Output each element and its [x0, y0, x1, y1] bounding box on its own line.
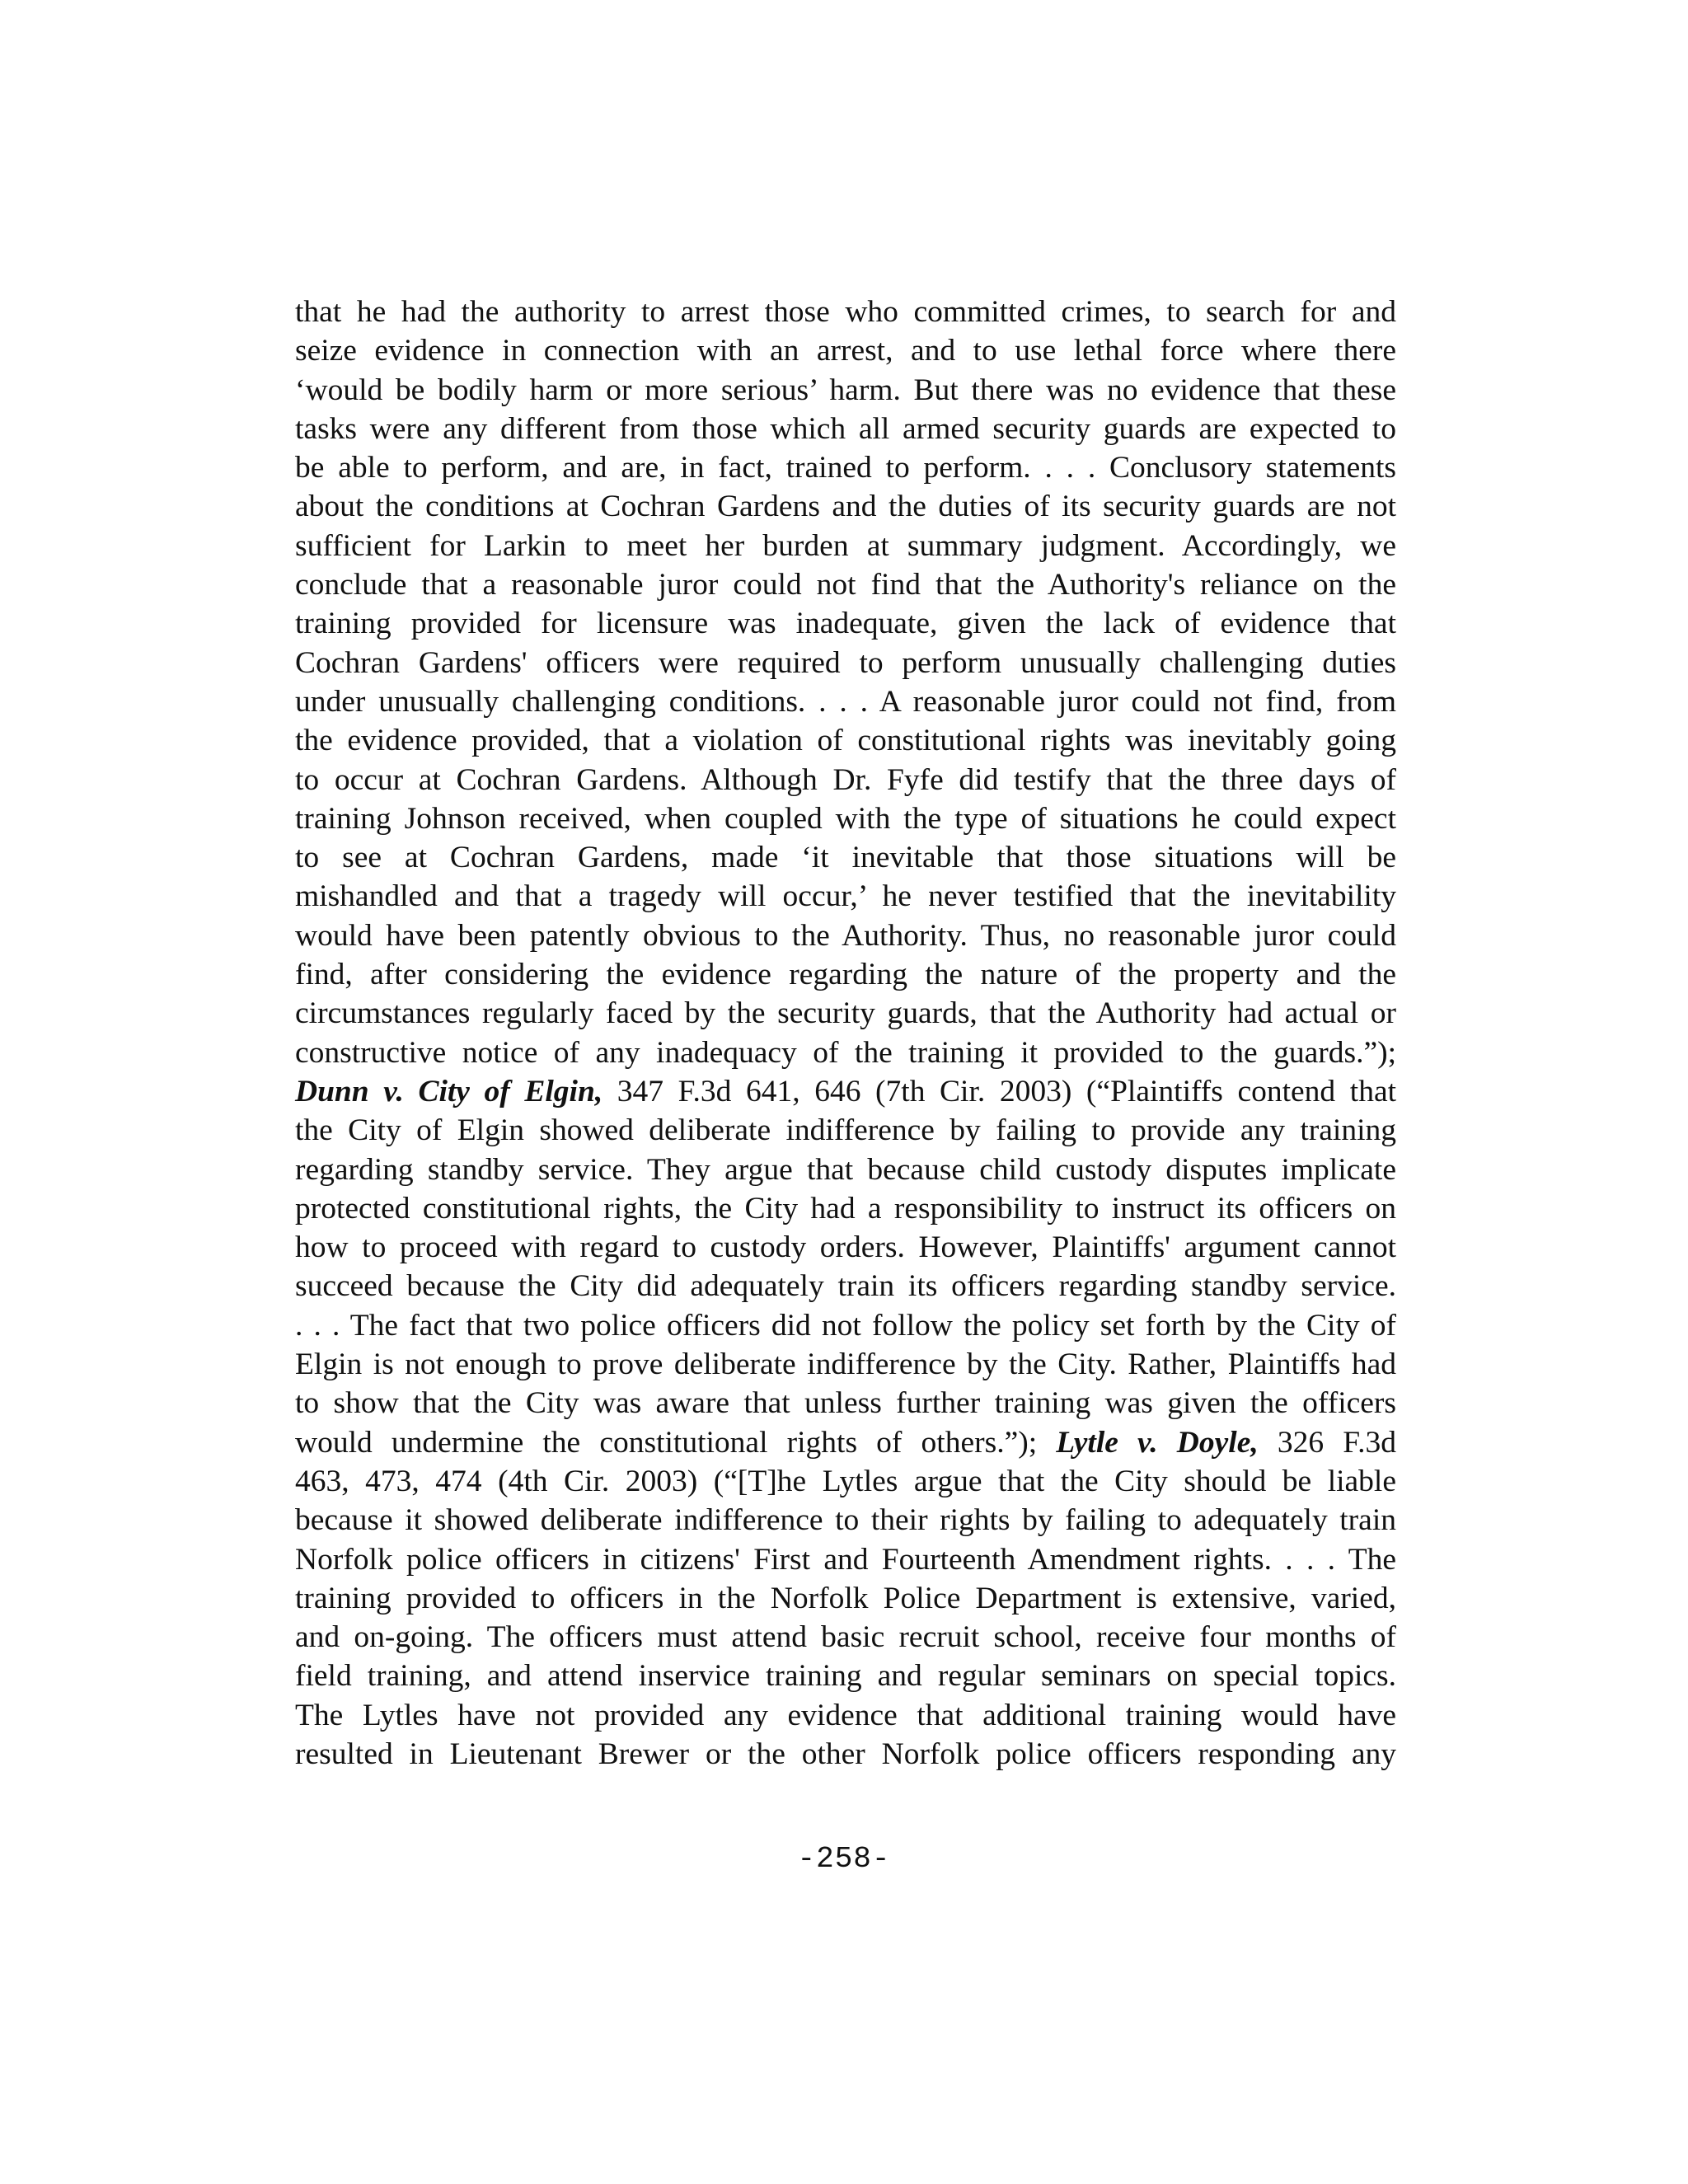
text-line: to occur at Cochran Gardens. Although Dr. Fyfe did testify that the three days of — [295, 762, 1396, 797]
text-line: mishandled and that a tragedy will occur,’ he never testified that the inevitability — [295, 879, 1396, 914]
text-line: because it showed deliberate indifference to their rights by failing to adequately train — [295, 1503, 1396, 1538]
text-line: training Johnson received, when coupled with the type of situations he could expect — [295, 801, 1396, 836]
text-line: field training, and attend inservice training and regular seminars on special topics. — [295, 1659, 1396, 1694]
text-line: to see at Cochran Gardens, made ‘it inevitable that those situations will be — [295, 841, 1396, 875]
text-line: resulted in Lieutenant Brewer or the other Norfolk police officers responding any — [295, 1736, 1396, 1771]
text-line: to show that the City was aware that unless further training was given the officers — [295, 1386, 1396, 1421]
case-name-lytle: Lytle v. Doyle, — [1056, 1425, 1259, 1460]
citation-dunn: 347 F.3d 641, 646 (7th Cir. 2003) (“Plaintiffs contend that — [603, 1074, 1397, 1108]
text-line: protected constitutional rights, the City had a responsibility to instruct its officers on — [295, 1191, 1396, 1226]
text-line: sufficient for Larkin to meet her burden at summary judgment. Accordingly, we — [295, 528, 1396, 563]
text-line-dunn-citation — [295, 1072, 1396, 1111]
text-line: how to proceed with regard to custody orders. However, Plaintiffs' argument cannot — [295, 1230, 1396, 1265]
text-line: training provided for licensure was inadequate, given the lack of evidence that — [295, 607, 1396, 641]
text-line: Elgin is not enough to prove deliberate indifference by the City. Rather, Plaintiffs had — [295, 1347, 1396, 1382]
text-line-lytle-citation — [295, 1423, 1396, 1462]
text-line: the City of Elgin showed deliberate indifference by failing to provide any training — [295, 1113, 1396, 1148]
text-line: 463, 473, 474 (4th Cir. 2003) (“[T]he Lytles argue that the City should be liable — [295, 1464, 1396, 1498]
text-line: conclude that a reasonable juror could not find that the Authority's reliance on the — [295, 568, 1396, 602]
text-line: succeed because the City did adequately train its officers regarding standby service. — [295, 1269, 1396, 1304]
text-line: and on-going. The officers must attend basic recruit school, receive four months of — [295, 1620, 1396, 1655]
text-line: The Lytles have not provided any evidence that additional training would have — [295, 1698, 1396, 1732]
text-line: ‘would be bodily harm or more serious’ harm. But there was no evidence that these — [295, 373, 1396, 407]
text-line: regarding standby service. They argue that because child custody disputes implicate — [295, 1152, 1396, 1187]
case-name-dunn: Dunn v. City of Elgin, — [295, 1074, 603, 1108]
text-line: find, after considering the evidence regarding the nature of the property and the — [295, 958, 1396, 992]
text-before-lytle: would undermine the constitutional rights of others.”); — [295, 1425, 1057, 1460]
text-line: about the conditions at Cochran Gardens and the duties of its security guards are not — [295, 490, 1396, 524]
body-text — [295, 293, 1396, 1774]
text-line: Cochran Gardens' officers were required to perform unusually challenging duties — [295, 645, 1396, 680]
text-line: tasks were any different from those which all armed security guards are expected to — [295, 411, 1396, 446]
text-line: be able to perform, and are, in fact, trained to perform. . . . Conclusory statements — [295, 451, 1396, 485]
text-line: the evidence provided, that a violation of constitutional rights was inevitably going — [295, 724, 1396, 758]
text-line: training provided to officers in the Norfolk Police Department is extensive, varied, — [295, 1581, 1396, 1615]
text-line: . . . The fact that two police officers did not follow the policy set forth by the City of — [295, 1308, 1396, 1343]
page-number: -258- — [797, 1842, 891, 1876]
citation-lytle: 326 F.3d — [1258, 1425, 1396, 1460]
text-line: constructive notice of any inadequacy of the training it provided to the guards.”); — [295, 1035, 1396, 1070]
text-line: would have been patently obvious to the Authority. Thus, no reasonable juror could — [295, 918, 1396, 953]
text-line: Norfolk police officers in citizens' First and Fourteenth Amendment rights. . . . The — [295, 1542, 1396, 1577]
text-line: under unusually challenging conditions. . . . A reasonable juror could not find, from — [295, 684, 1396, 719]
text-line: circumstances regularly faced by the security guards, that the Authority had actual or — [295, 996, 1396, 1031]
text-line: that he had the authority to arrest those who committed crimes, to search for and — [295, 295, 1396, 329]
text-line: seize evidence in connection with an arrest, and to use lethal force where there — [295, 334, 1396, 368]
